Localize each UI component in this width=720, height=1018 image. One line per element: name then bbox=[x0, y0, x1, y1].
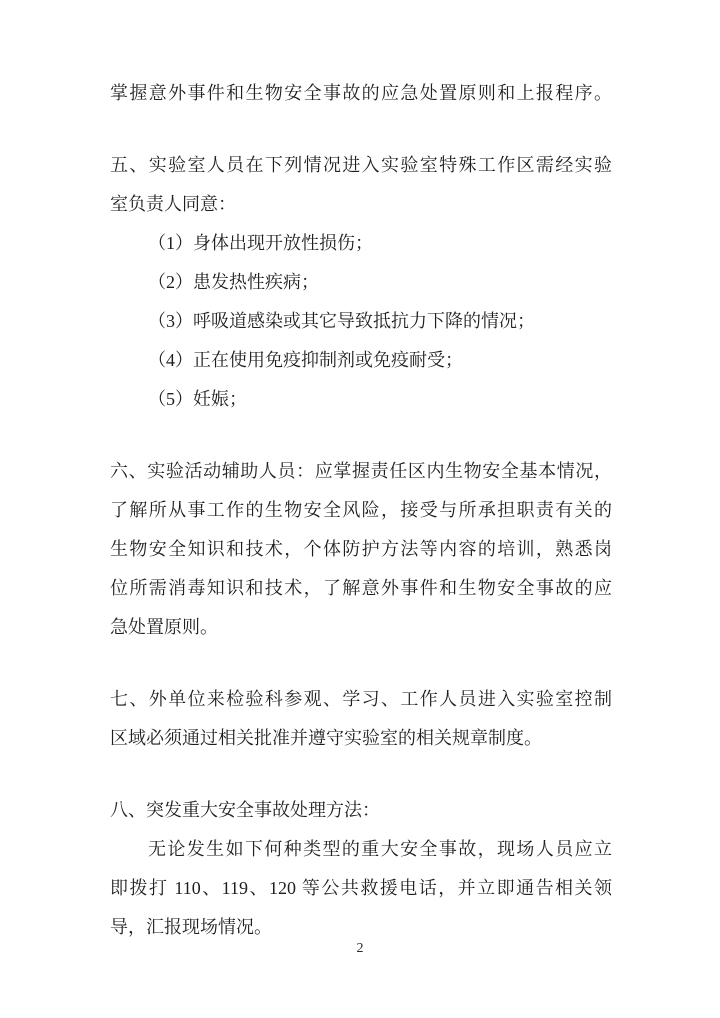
page-number: 2 bbox=[356, 941, 364, 956]
list-item-4: （4）正在使用免疫抑制剂或免疫耐受； bbox=[148, 350, 463, 370]
section8-line1: 无论发生如下何种类型的重大安全事故，现场人员应立 bbox=[148, 839, 612, 859]
list-item-5: （5）妊娠； bbox=[148, 389, 247, 409]
section8-line3: 导，汇报现场情况。 bbox=[110, 917, 272, 937]
section6-line3: 生物安全知识和技术，个体防护方法等内容的培训，熟悉岗 bbox=[110, 539, 612, 559]
section-5 bbox=[110, 146, 612, 419]
document-content bbox=[110, 74, 612, 947]
section7-line2: 区域必须通过相关批准并遵守实验室的相关规章制度。 bbox=[110, 728, 542, 748]
section-8 bbox=[110, 791, 612, 947]
list-item-1: （1）身体出现开放性损伤； bbox=[148, 233, 373, 253]
section8-line2: 即拨打 110、119、120 等公共救援电话，并立即通告相关领 bbox=[110, 878, 612, 898]
section5-heading-line1: 五、实验室人员在下列情况进入实验室特殊工作区需经实验 bbox=[110, 155, 612, 175]
section-7 bbox=[110, 680, 612, 758]
section8-heading: 八、突发重大安全事故处理方法： bbox=[110, 800, 380, 820]
section-6 bbox=[110, 452, 612, 647]
doc-line-intro: 掌握意外事件和生物安全事故的应急处置原则和上报程序。 bbox=[110, 83, 612, 103]
list-item-3: （3）呼吸道感染或其它导致抵抗力下降的情况； bbox=[148, 311, 535, 331]
section7-line1: 七、外单位来检验科参观、学习、工作人员进入实验室控制 bbox=[110, 689, 612, 709]
section6-line1: 六、实验活动辅助人员：应掌握责任区内生物安全基本情况， bbox=[110, 461, 612, 481]
paragraph-intro bbox=[110, 74, 612, 113]
section6-line5: 急处置原则。 bbox=[110, 617, 218, 637]
section6-line4: 位所需消毒知识和技术，了解意外事件和生物安全事故的应 bbox=[110, 578, 612, 598]
section5-heading-line2: 室负责人同意： bbox=[110, 194, 236, 214]
list-item-2: （2）患发热性疾病； bbox=[148, 272, 319, 292]
section6-line2: 了解所从事工作的生物安全风险，接受与所承担职责有关的 bbox=[110, 500, 612, 520]
